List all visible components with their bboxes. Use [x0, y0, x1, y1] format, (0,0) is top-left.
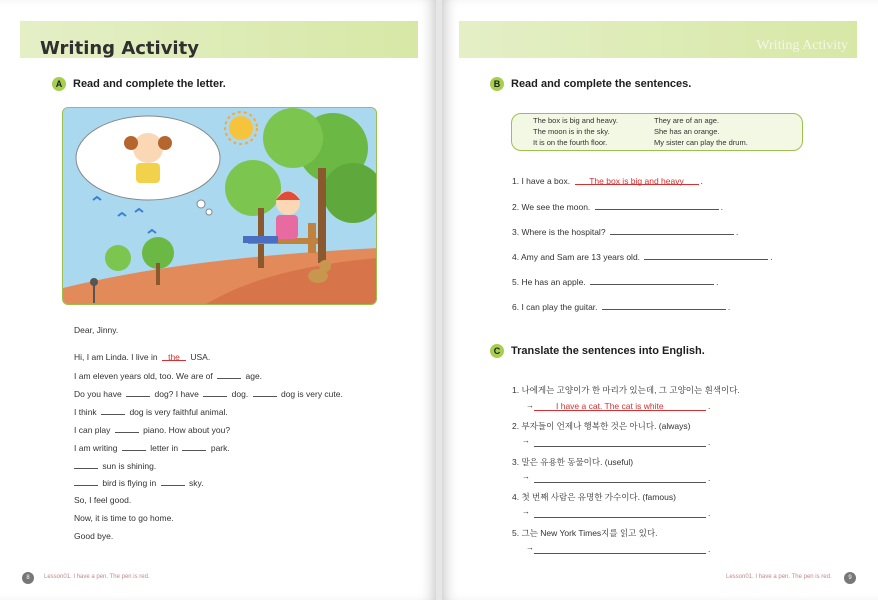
footer-lesson: Lesson01. I have a pen. The pen is red. [44, 574, 150, 580]
answer-blank[interactable] [590, 276, 714, 285]
letter-line-4 [74, 406, 228, 417]
letter-text: dog is very faithful animal. [129, 407, 228, 417]
period: . [708, 437, 711, 447]
arrow-icon: → [522, 507, 530, 516]
c-item-1: 1. 나에게는 고양이가 한 마리가 있는데, 그 고양이는 흰색이다. [512, 385, 740, 395]
letter-text: letter in [150, 443, 179, 453]
blank[interactable] [203, 388, 227, 397]
arrow-icon: → [526, 543, 534, 552]
letter-line-7 [74, 460, 156, 471]
item-text: 1. I have a box. [512, 176, 571, 186]
letter-text: age. [245, 371, 263, 381]
blank[interactable] [126, 388, 150, 397]
letter-text: I am eleven years old, too. We are of [74, 371, 213, 381]
b-item-1: 1. I have a box. The box is big and heavy . [512, 176, 703, 186]
letter-text: I am writing [74, 443, 118, 453]
b-item-3: 3. Where is the hospital? . [512, 227, 739, 237]
blank[interactable] [253, 388, 277, 397]
section-title-c: Translate the sentences into English. [511, 345, 705, 357]
c-item-2: 2. 부자들이 언제나 행복한 것은 아니다. (always) [512, 421, 691, 431]
letter-text: piano. How about you? [143, 425, 231, 435]
letter-text: sun is shining. [102, 461, 157, 471]
hint-right-1: They are of an age. [654, 116, 720, 125]
hint-left-3: It is on the fourth floor. [533, 138, 608, 147]
letter-line-3 [74, 388, 343, 399]
period: . [708, 473, 711, 483]
hint-right-3: My sister can play the drum. [654, 138, 748, 147]
c-item-4: 4. 첫 번째 사람은 유명한 가수이다. (famous) [512, 492, 676, 502]
letter-line-1 [74, 352, 210, 362]
hint-left-1: The box is big and heavy. [533, 116, 618, 125]
illustration-park-scene [62, 107, 377, 305]
blank[interactable] [122, 442, 146, 451]
period: . [708, 544, 711, 554]
answer-blank[interactable] [610, 226, 734, 235]
b-item-4: 4. Amy and Sam are 13 years old. . [512, 252, 773, 262]
letter-closing-1: So, I feel good. [74, 495, 132, 505]
letter-greeting: Dear, Jinny. [74, 325, 119, 335]
section-badge-a: A [52, 77, 66, 91]
page-number: 8 [22, 572, 34, 584]
letter-text: USA. [190, 352, 211, 362]
arrow-icon: → [522, 436, 530, 445]
left-page [0, 0, 436, 600]
blank[interactable] [115, 424, 139, 433]
letter-line-5 [74, 424, 230, 435]
item-text: 4. Amy and Sam are 13 years old. [512, 252, 641, 262]
letter-text: dog? I have [154, 389, 199, 399]
letter-line-8 [74, 477, 203, 488]
b-item-2: 2. We see the moon. . [512, 202, 724, 212]
blank-answer[interactable] [162, 352, 186, 361]
section-badge-c: C [490, 344, 504, 358]
letter-text: I think [74, 407, 97, 417]
answer-text: The box is big and heavy [589, 176, 684, 186]
c-item-3: 3. 말은 유용한 동물이다. (useful) [512, 457, 634, 467]
blank[interactable] [217, 370, 241, 379]
letter-text: sky. [188, 478, 204, 488]
answer-blank[interactable] [602, 301, 726, 310]
hint-right-2: She has an orange. [654, 127, 720, 136]
letter-line-6 [74, 442, 230, 453]
letter-text: Do you have [74, 389, 122, 399]
blank[interactable] [161, 477, 185, 486]
answer-text: the [168, 352, 180, 362]
letter-text: bird is flying in [102, 478, 157, 488]
item-text: 2. We see the moon. [512, 202, 591, 212]
arrow-icon: → [526, 401, 534, 410]
c-item-5: 5. 그는 New York Times지를 읽고 있다. [512, 528, 658, 538]
answer-blank[interactable] [534, 553, 706, 554]
section-badge-b: B [490, 77, 504, 91]
period: . [708, 508, 711, 518]
footer-lesson: Lesson01. I have a pen. The pen is red. [726, 574, 832, 580]
blank[interactable] [74, 477, 98, 486]
arrow-icon: → [522, 472, 530, 481]
right-page [442, 0, 878, 600]
item-text: 5. He has an apple. [512, 277, 586, 287]
item-text: 3. Where is the hospital? [512, 227, 606, 237]
park-scene-image [63, 108, 377, 305]
answer-blank[interactable] [534, 517, 706, 518]
letter-text: dog is very cute. [280, 389, 343, 399]
answer-blank[interactable] [575, 176, 699, 185]
answer-blank[interactable] [534, 482, 706, 483]
b-item-6: 6. I can play the guitar. . [512, 302, 731, 312]
page-title: Writing Activity [40, 38, 199, 59]
answer-blank[interactable] [595, 201, 719, 210]
letter-closing-3: Good bye. [74, 531, 114, 541]
blank[interactable] [101, 406, 125, 415]
section-title-b: Read and complete the sentences. [511, 78, 692, 90]
blank[interactable] [74, 460, 98, 469]
page-number: 9 [844, 572, 856, 584]
letter-text: Hi, I am Linda. I live in [74, 352, 158, 362]
answer-blank[interactable] [644, 251, 768, 260]
blank[interactable] [182, 442, 206, 451]
page-title: Writing Activity [756, 38, 848, 53]
hint-left-2: The moon is in the sky. [533, 127, 610, 136]
letter-text: dog. [231, 389, 249, 399]
letter-closing-2: Now, it is time to go home. [74, 513, 174, 523]
answer-text: I have a cat. The cat is white [556, 401, 664, 411]
letter-text: park. [210, 443, 230, 453]
letter-line-2 [74, 370, 262, 381]
item-text: 6. I can play the guitar. [512, 302, 598, 312]
letter-text: I can play [74, 425, 111, 435]
answer-blank[interactable] [534, 446, 706, 447]
section-title-a: Read and complete the letter. [73, 78, 226, 90]
period: . [708, 401, 711, 411]
b-item-5: 5. He has an apple. . [512, 277, 719, 287]
